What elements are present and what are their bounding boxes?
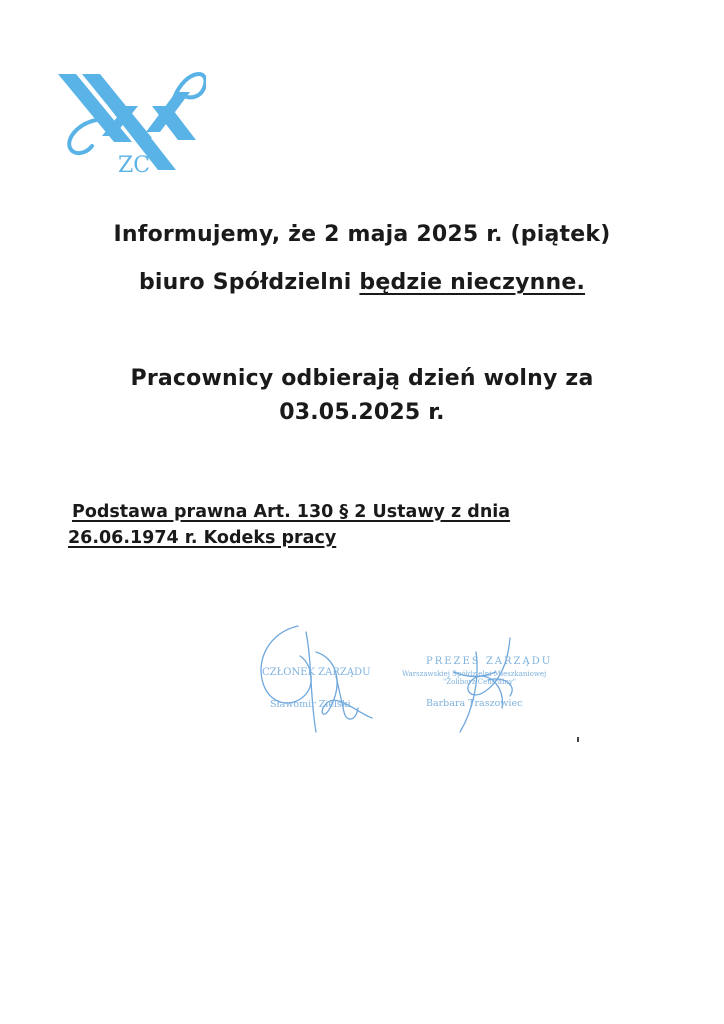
handwritten-signatures-icon	[240, 612, 580, 752]
left-stamp-title: CZŁONEK ZARZĄDU	[262, 667, 371, 678]
signatures-block	[240, 612, 580, 752]
stray-mark	[577, 737, 579, 742]
office-closed-emphasis: będzie nieczynne.	[359, 270, 586, 295]
notice-line-1: Informujemy, że 2 maja 2025 r. (piątek)	[113, 222, 611, 247]
cooperative-logo	[56, 62, 206, 180]
notice-line-2	[0, 270, 724, 295]
left-stamp-name: Sławomir Zielski	[270, 699, 351, 710]
right-stamp-org-line-2: "Żoliborz Centralny"	[443, 678, 516, 686]
logo-text: ZC	[118, 153, 151, 178]
right-stamp-title: PREZES ZARZĄDU	[426, 656, 553, 667]
notice-line-3: Pracownicy odbierają dzień wolny za	[130, 366, 594, 391]
right-stamp-name: Barbara Traszowiec	[426, 698, 523, 709]
legal-basis-line-1: Podstawa prawna Art. 130 § 2 Ustawy z dnia	[72, 502, 511, 522]
notice-line-2-text: biuro Spółdzielni	[138, 270, 360, 295]
right-stamp-org-line-1: Warszawskiej Spółdzielni Mieszkaniowej	[402, 670, 547, 678]
legal-basis-line-2: 26.06.1974 r. Kodeks pracy	[68, 528, 337, 548]
zc-logo-icon	[56, 62, 206, 180]
notice-line-4: 03.05.2025 r.	[279, 400, 445, 425]
